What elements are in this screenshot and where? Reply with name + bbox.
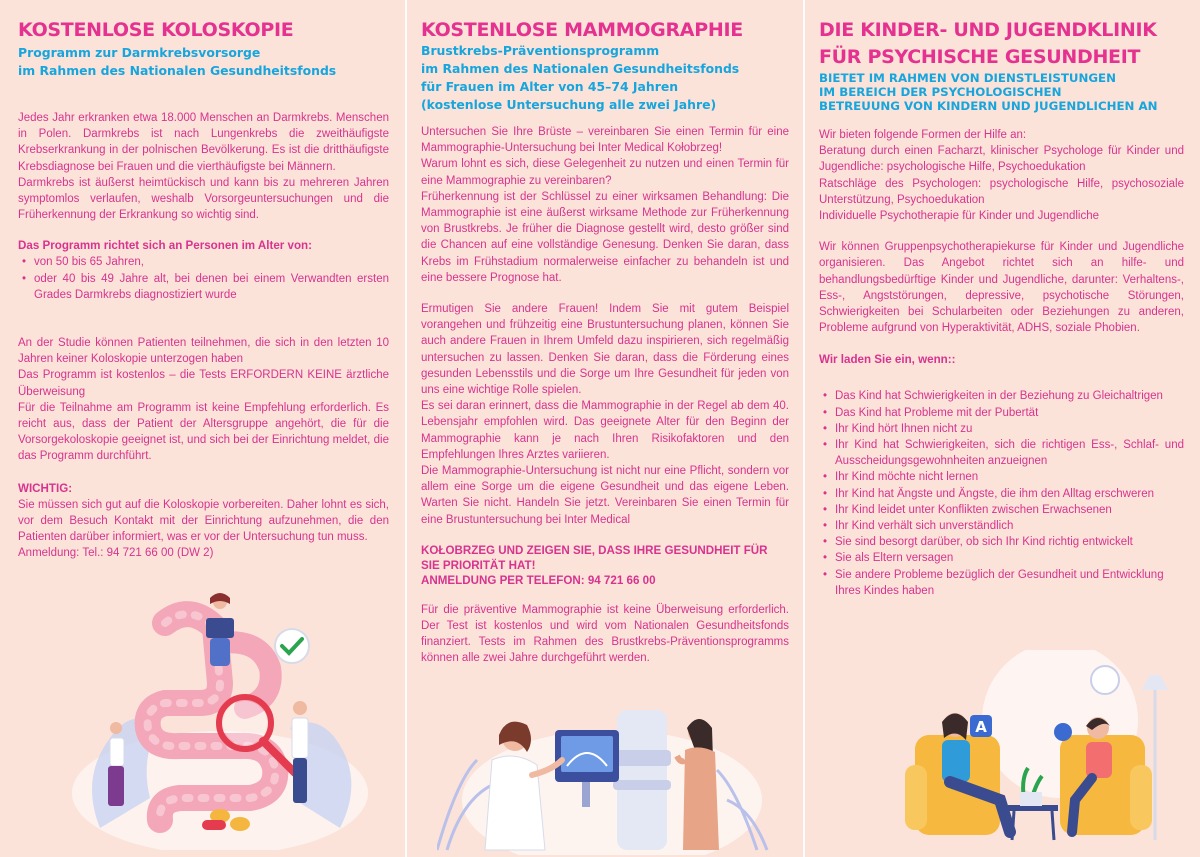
mammography-p5: Es sei daran erinnert, dass die Mammographie in der Regel ab dem 40. Lebensjahr empfohlen wird. Das geeignete Alter für den Beginn der Mammographie kann je nach Ihren Risikofaktoren und den Empfehlungen Ihres Arztes variieren. xyxy=(421,400,789,461)
list-item: • Das Kind hat Probleme mit der Pubertät xyxy=(819,405,1184,421)
group-therapy-text: Wir können Gruppenpsychotherapiekurse für Kinder und Jugendliche organisieren. Das Angebot richtet sich an hilfe- und behandlungsbedürftige Kinder und Jugendliche, darunter: Verhaltens-, Ess-, Angststörungen, depressive, psychotische Störungen, Schwierigkeiten bei Schularbeiten oder Beziehungen zu anderen, Probleme aufgrund von Hyperaktivität, ADHS, soziale Phobien. xyxy=(819,241,1184,335)
mammography-cta: KOŁOBRZEG UND ZEIGEN SIE, DASS IHRE GESUNDHEIT FÜR SIE PRIORITÄT HAT! xyxy=(421,543,768,572)
colonoscopy-column xyxy=(0,0,405,857)
study-paragraph: An der Studie können Patienten teilnehmen, die sich in den letzten 10 Jahren keiner Koloskopie unterzogen haben xyxy=(18,337,389,366)
list-item: • Ihr Kind hört Ihnen nicht zu xyxy=(819,421,1184,437)
help-item: Beratung durch einen Facharzt, klinischer Psychologe für Kinder und Jugendliche: psychologische Hilfe, Psychoedukation xyxy=(819,145,1184,174)
clinic-subtitle: BIETET IM RAHMEN VON DIENSTLEISTUNGEN xyxy=(819,71,1116,85)
colonoscopy-intro: Jedes Jahr erkranken etwa 18.000 Menschen an Darmkrebs. Menschen in Polen. Darmkrebs ist nach Lungenkrebs die zweithäufigste Krebserkrankung in der polnischen Bevölkerung. Es ist die dritthäufigste Krebsdiagnose bei Frauen und die vierthäufigste bei Männern. xyxy=(18,112,389,173)
mammography-subtitle: im Rahmen des Nationalen Gesundheitsfonds xyxy=(421,61,740,76)
list-item: • Ihr Kind hat Ängste und Ängste, die ihm den Alltag erschweren xyxy=(819,486,1184,502)
list-item: • Ihr Kind hat Schwierigkeiten, sich die richtigen Ess-, Schlaf- und Ausscheidungsgewohnheiten anzueignen xyxy=(819,437,1184,469)
mammography-illustration xyxy=(437,690,777,855)
important-heading: WICHTIG: xyxy=(18,481,73,495)
list-item: • Sie sind besorgt darüber, ob sich Ihr Kind richtig entwickelt xyxy=(819,534,1184,550)
list-item: • oder 40 bis 49 Jahre alt, bei denen bei einem Verwandten ersten Grades Darmkrebs diagnostiziert wurde xyxy=(18,271,389,303)
mammography-p1: Untersuchen Sie Ihre Brüste – vereinbaren Sie einen Termin für eine Mammographie-Untersuchung bei Inter Medical Kołobrzeg! xyxy=(421,126,789,155)
clinic-title: DIE KINDER- UND JUGENDKLINIK xyxy=(819,19,1157,41)
invite-list xyxy=(819,388,1184,599)
mammography-column xyxy=(407,0,803,857)
program-list xyxy=(18,254,389,303)
mammography-p2: Warum lohnt es sich, diese Gelegenheit zu nutzen und einen Termin für eine Mammographie zu vereinbaren? xyxy=(421,158,789,187)
list-item: • Ihr Kind verhält sich unverständlich xyxy=(819,518,1184,534)
list-item: • Das Kind hat Schwierigkeiten in der Beziehung zu Gleichaltrigen xyxy=(819,388,1184,404)
card-letter: A xyxy=(975,718,987,736)
clinic-subtitle: BETREUUNG VON KINDERN UND JUGENDLICHEN AN xyxy=(819,99,1158,113)
mammography-phone: ANMELDUNG PER TELEFON: 94 721 66 00 xyxy=(421,573,656,587)
list-item: • Sie als Eltern versagen xyxy=(819,550,1184,566)
list-item: • Ihr Kind möchte nicht lernen xyxy=(819,469,1184,485)
registration-phone: Anmeldung: Tel.: 94 721 66 00 (DW 2) xyxy=(18,547,214,560)
colonoscopy-subtitle: im Rahmen des Nationalen Gesundheitsfonds xyxy=(18,63,337,78)
program-heading: Das Programm richtet sich an Personen im Alter von: xyxy=(18,239,313,253)
mammography-subtitle: für Frauen im Alter von 45–74 Jahren xyxy=(421,79,679,94)
help-item: Individuelle Psychotherapie für Kinder und Jugendliche xyxy=(819,210,1100,223)
free-paragraph: Das Programm ist kostenlos – die Tests ERFORDERN KEINE ärztliche Überweisung xyxy=(18,369,389,398)
important-text: Sie müssen sich gut auf die Koloskopie vorbereiten. Daher lohnt es sich, vor dem Besuch Kontakt mit der Einrichtung aufzunehmen, die den Patienten darüber informiert, was er vor der Untersuchung tun muss. xyxy=(18,498,389,544)
clinic-title: FÜR PSYCHISCHE GESUNDHEIT xyxy=(819,46,1141,68)
mammography-p7: Für die präventive Mammographie ist keine Überweisung erforderlich. Der Test ist kostenlos und wird vom Nationalen Gesundheitsfonds finanziert. Tests im Rahmen des Brustkrebs-Präventionsprogramms können alle zwei Jahre durchgeführt werden. xyxy=(421,603,789,665)
mammography-subtitle: (kostenlose Untersuchung alle zwei Jahre) xyxy=(421,97,717,112)
help-item: Ratschläge des Psychologen: psychologische Hilfe, psychosoziale Unterstützung, Psychoedukation xyxy=(819,177,1184,206)
therapy-illustration xyxy=(860,650,1180,850)
psychiatry-column xyxy=(805,0,1200,857)
mammography-p4: Ermutigen Sie andere Frauen! Indem Sie mit gutem Beispiel vorangehen und frühzeitig eine Brustuntersuchung planen, können Sie auch andere Frauen in Ihrem Umfeld dazu inspirieren, sich regelmäßig untersuchen zu lassen. Denken Sie daran, dass die Förderung eines gesunden Lebensstils und die Sorge um Ihre Gesundheit für jeden von uns eine wichtige Rolle spielen. xyxy=(421,303,789,397)
mammography-subtitle: Brustkrebs-Präventionsprogramm xyxy=(421,43,660,58)
list-item: • Ihr Kind leidet unter Konflikten zwischen Erwachsenen xyxy=(819,502,1184,518)
colonoscopy-title: KOSTENLOSE KOLOSKOPIE xyxy=(18,19,294,41)
help-intro: Wir bieten folgende Formen der Hilfe an: xyxy=(819,129,1027,141)
clinic-subtitle: IM BEREICH DER PSYCHOLOGISCHEN xyxy=(819,85,1062,99)
colon-illustration xyxy=(70,588,370,850)
list-item: • von 50 bis 65 Jahren, xyxy=(18,254,389,270)
mammography-p6: Die Mammographie-Untersuchung ist nicht nur eine Pflicht, sondern vor allem eine Sorge um die eigene Gesundheit und das eigene Leben. Warten Sie nicht. Handeln Sie jetzt. Vereinbaren Sie einen Termin für eine Brustuntersuchung bei Inter Medical xyxy=(421,465,789,526)
colonoscopy-subtitle: Programm zur Darmkrebsvorsorge xyxy=(18,45,261,60)
colonoscopy-intro-2: Darmkrebs ist äußerst heimtückisch und kann bis zu mehreren Jahren symptomlos verlaufen, weshalb Vorsorgeuntersuchungen und die Früherkennung der Erkrankung so wichtig sind. xyxy=(18,176,389,222)
mammography-title: KOSTENLOSE MAMMOGRAPHIE xyxy=(421,19,743,41)
list-item: • Sie andere Probleme bezüglich der Gesundheit und Entwicklung Ihres Kindes haben xyxy=(819,567,1184,599)
mammography-p3: Früherkennung ist der Schlüssel zu einer wirksamen Behandlung: Die Mammographie ist eine äußerst wirksame Methode zur Früherkennung von Brustkrebs. Je früher die Diagnose gestellt wird, desto größer sind die Chancen auf eine vollständige Genesung. Denken Sie daran, dass Krebs im Frühstadium normalerweise einfacher zu behandeln ist und eine bessere Prognose hat. xyxy=(421,190,789,284)
referral-paragraph: Für die Teilnahme am Programm ist keine Empfehlung erforderlich. Es reicht aus, dass der Patient der Altersgruppe angehört, die für die Vorsorgekoloskopie geeignet ist, und sich bei der Einrichtung meldet, die das Programm durchführt. xyxy=(18,401,389,463)
invite-heading: Wir laden Sie ein, wenn:: xyxy=(819,353,956,367)
